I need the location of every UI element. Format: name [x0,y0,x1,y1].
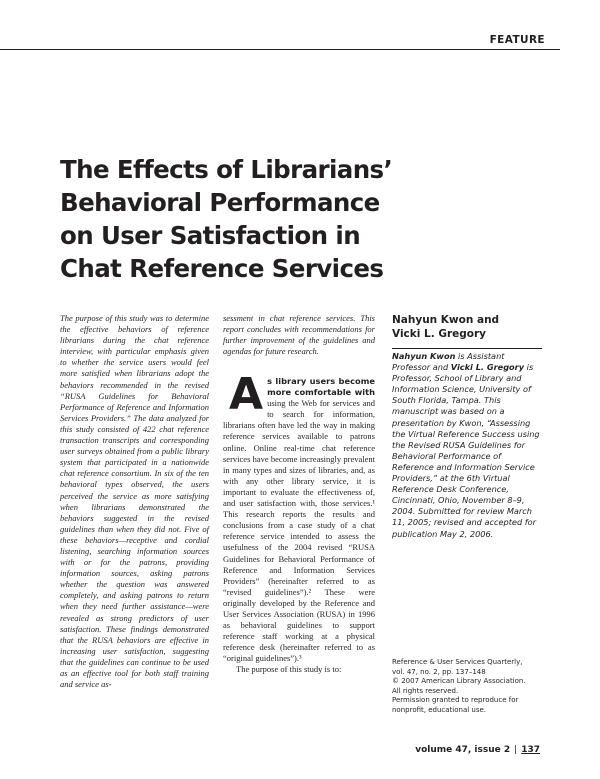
bio-name-2: Vicki L. Gregory [450,362,525,373]
citation-permission: Permission granted to reproduce for [392,696,519,704]
bio-text-2: is Professor, School of Library and Information Science, University of South Florida, Tampa. This manuscript was based on a presentation by Kwon, “Assessing the Virtual Reference Success using the Revised RUSA Guidelines for Behavioral Performance of Reference and Information Service Providers,” at the 6th Virtual Reference Desk Conference, Cincinnati, Ohio, November 8–9, 2004. Submitted for review March 11, 2005; revised and accepted for publication May 2, 2006. [392,362,540,539]
header-rule [0,49,560,50]
author-names [392,313,542,341]
bio-name-1: Nahyun Kwon [392,351,456,361]
citation-block [392,658,552,715]
author-line-2: Vicki L. Gregory [392,328,487,340]
footer-issue: volume 47, issue 2 [415,745,511,755]
author-bio [392,351,542,540]
section-label: FEATURE [489,34,545,46]
citation-volume: vol. 47, no. 2, pp. 137–148 [392,667,486,676]
article-title: The Effects of Librarians’ Behavioral Performance on User Satisfaction in Chat Reference Services [60,155,393,283]
citation-copyright: © 2007 American Library Association. [392,677,526,685]
author-line-1: Nahyun Kwon and [392,314,500,326]
bio-text-1: is Assistant Professor and [392,351,505,373]
citation-journal: Reference & User Services Quarterly, [392,658,523,666]
author-rule [392,348,542,349]
body-text: using the Web for services and to search for information, librarians often have led the way in making reference services available to patrons online. Online real-time chat reference services have become increasingly prevalent in many types and sizes of libraries, and, as with any other library service, it is important to evaluate the effectiveness of, and user satisfaction with, those services.¹ This research reports the results and conclusions from a case study of a chat reference service intended to assess the usefulness of the 2004 revised “RUSA Guidelines for Behavioral Performance of Reference and Information Services Providers” (hereinafter referred to as “revised guidelines”).² These were originally developed by the Reference and User Services Association (RUSA) in 1996 as behavioral guidelines to support reference staff working at a physical reference desk (hereinafter referred to as “original guidelines”).³ [223,398,375,664]
page-number: 137 [521,745,540,755]
body-paragraph-2: The purpose of this study is to: [236,664,342,675]
body-paragraph [223,369,375,664]
abstract: The purpose of this study was to determine the effective behaviors of reference librarians during the chat reference interview, with particular emphasis given to whether the service users would feel more satisfied when librarians adopt the behaviors recommended in the revised “RUSA Guidelines for Behavioral Performance of Reference and Information Services Providers.” The data analyzed for this study consisted of 422 chat reference transaction transcripts and corresponding user surveys obtained from a public library system that participated in a nationwide chat reference consortium. In six of the ten behavioral types observed, the users perceived the service as more satisfying when librarians demonstrated the behaviors suggested in the revised guidelines than when they did not. Five of these behaviors—receptive and cordial listening, searching information sources with or for the patrons, providing information sources, asking patrons whether the question was answered completely, and asking patrons to return when they need further assistance—were revealed as strong predictors of user satisfaction. These findings demonstrated that the RUSA behaviors are effective in increasing user satisfaction, suggesting that the guidelines can continue to be used as an effective tool for both staff training and service as- [60,313,209,690]
page-footer [415,745,540,755]
abstract-continuation: sessment in chat reference services. This report concludes with recommendations for further improvement of the guidelines and agendas for future research. [223,313,375,357]
article-body [223,369,375,676]
footer-separator: | [514,745,518,755]
citation-use: nonprofit, educational use. [392,705,487,714]
drop-cap: A [229,369,264,420]
citation-rights: All rights reserved. [392,686,459,695]
lead-in: s library users become more comfortable with [267,376,375,398]
